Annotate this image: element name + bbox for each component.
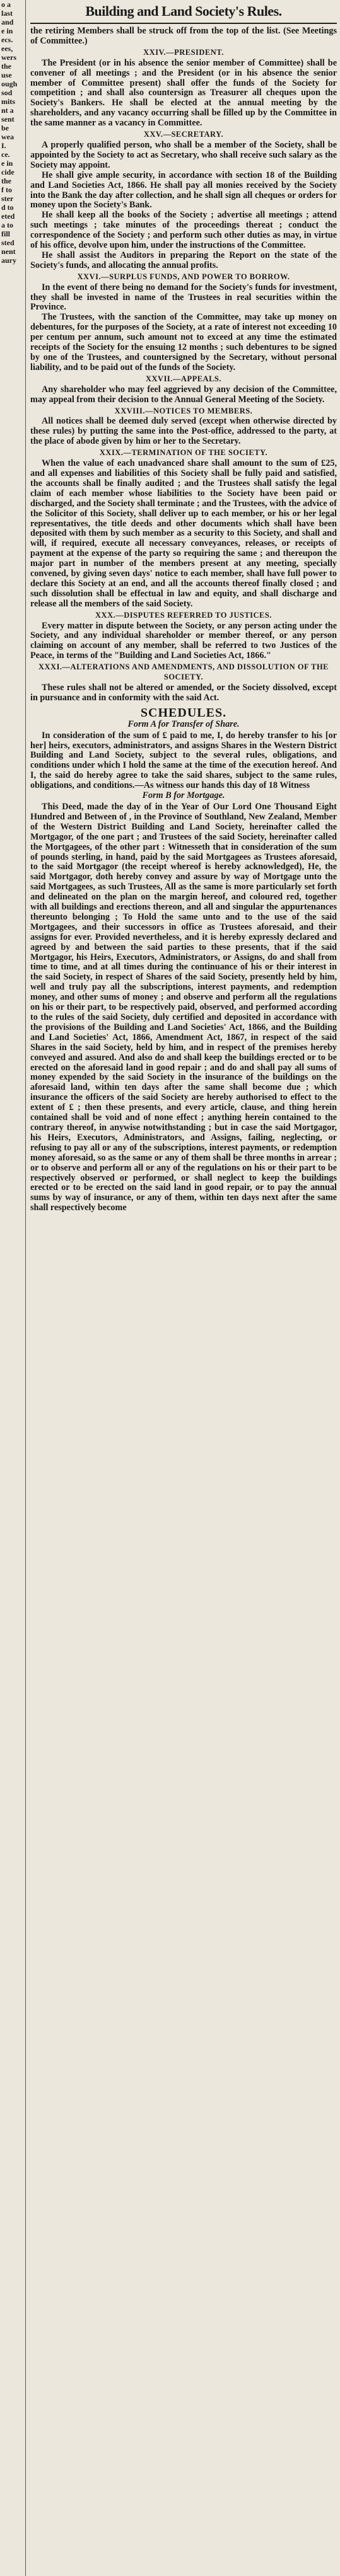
section-heading: XXX.—DISPUTES REFERRED TO JUSTICES. xyxy=(95,610,272,620)
rule-paragraph: the retiring Members shall be struck off from the top of the list. (See Meetings of Committee.) xyxy=(30,26,337,46)
fragment-line: ough xyxy=(1,79,18,88)
fragment-line: nent xyxy=(1,247,16,256)
fragment-line: o a xyxy=(1,0,11,9)
section-heading: XXVII.—APPEALS. xyxy=(145,374,221,383)
fragment-line: the xyxy=(1,62,11,71)
adjacent-column-fragments xyxy=(0,0,26,2576)
fragment-line: nt a xyxy=(1,106,14,115)
fragment-line: be xyxy=(1,124,9,132)
fragment-line: ce. xyxy=(1,150,10,159)
fragment-line: the xyxy=(1,176,11,185)
fragment-line: sted xyxy=(1,238,15,247)
rule-paragraph: All notices shall be deemed duly served (except when otherwise directed by these rules) by putting the same into the Post-office, addressed to the party, at the place of abode given by him or her to the Secretary. xyxy=(30,416,337,447)
fragment-line: cide xyxy=(1,168,15,176)
section-heading: XXXI.—ALTERATIONS AND AMENDMENTS, AND DISSOLUTION OF THE SOCIETY. xyxy=(38,662,329,682)
page-title: Building and Land Society's Rules. xyxy=(30,0,337,24)
rules-column xyxy=(30,0,337,2576)
fragment-line: wers xyxy=(1,53,16,62)
fragment-line: I. xyxy=(1,141,6,150)
fragment-line: d to xyxy=(1,203,14,212)
fragment-line: sent xyxy=(1,115,15,124)
fragment-line: and xyxy=(1,18,14,26)
rules-body xyxy=(30,24,337,1213)
rule-paragraph: He shall keep all the books of the Society ; advertise all meetings ; attend such meetings ; take minutes of the proceedings thereat ; conduct the correspondence of the Society ; and perform such other duties as may, in virtue of his office, devolve upon him, under the instructions of the Committee. xyxy=(30,210,337,251)
fragment-line: ees, xyxy=(1,44,13,53)
rule-paragraph: Every matter in dispute between the Society, or any person acting under the Society, and any individual shareholder or member thereof, or any person claiming on account of any member, shall be referred to two Justices of the Peace, in terms of the "Building and Land Societies Act, 1866." xyxy=(30,620,337,661)
fragment-line: mits xyxy=(1,97,15,106)
schedules-heading: SCHEDULES. xyxy=(140,705,227,720)
fragment-line: a to xyxy=(1,221,13,229)
fragment-line: wea xyxy=(1,132,14,141)
rule-paragraph: In consideration of the sum of £ paid to me, I, do hereby transfer to his [or her] heirs, executors, administrators, and assigns Shares in the Western District Building and Land Society, subject to the several rules, obligations, and conditions under which I hold the same at the time of the execution hereof. And I, the said do hereby agree to take the said shares, subject to the same rules, obligations, and conditions.—As witness our hands this day of 18 Witness xyxy=(30,730,337,791)
section-heading: XXV.—SECRETARY. xyxy=(143,130,224,139)
rule-paragraph: He shall assist the Auditors in preparing the Report on the state of the Society's funds, and allocating the annual profits. xyxy=(30,250,337,270)
fragment-line: e in xyxy=(1,159,13,168)
fragment-line: last xyxy=(1,9,13,18)
fragment-line: fill xyxy=(1,229,10,238)
rule-paragraph: This Deed, made the day of in the Year of Our Lord One Thousand Eight Hundred and Between of , in the Province of Southland, New Zealand, Member of the Western District Building and Land Society, hereinafter called the Mortgagor, of the one part ; and Trustees of the said Society, hereinafter called the Mortgagees, of the other part : Witnesseth that in consideration of the sum of pounds sterling, in hand, paid by the said Mortgagees as Trustees aforesaid, to the said Mortgagor (the receipt whereof is hereby acknowledged), He, the said Mortgagor, doth hereby convey and assure by way of Mortgage unto the said Mortgagees, as such Trustees, All as the same is more particularly set forth and delineated on the plan on the margin hereof, and coloured red, together with all buildings and erections thereon, and all and singular the appurtenances thereunto belonging ; To Hold the same unto and to the use of the said Mortgagees, and their successors in office as Trustees aforesaid, and their assigns for ever. Provided nevertheless, and it is hereby expressly declared and agreed by and between the said parties to these presents, that if the said Mortgagor, his Heirs, Executors, Administrators, or Assigns, do and shall from time to time, and at all times during the continuance of his or their interest in the said Society, in respect of Shares of the said Society, presently held by him, well and truly pay all the subscriptions, interest payments, and redemption money, and other sums of money ; and observe and perform all the regulations on his or their part, to be respectively paid, observed, and performed according to the rules of the said Society, duly certified and deposited in accordance with the provisions of the Building and Land Societies' Act, 1866, and the Building and Land Societies' Act, 1866, Amendment Act, 1867, in respect of the said Shares in the said Society, held by him, and in respect of the premises hereby conveyed and assured. And also do and shall keep the buildings erected or to be erected on the aforesaid land in good repair ; and do and shall pay all sums of money expended by the said Society in the insurance of the buildings on the aforesaid land, within ten days after the same shall become due ; which insurance the officers of the said Society are hereby authorised to effect to the extent of £ ; then these presents, and every article, clause, and thing herein contained shall be void and of none effect ; anything herein contained to the contrary thereof, in anywise notwithstanding ; but in case the said Mortgagor, his Heirs, Executors, Administrators, and Assigns, failing, neglecting, or refusing to pay all or any of the subscriptions, interest payments, or redemption money aforesaid, so as the same or any of them shall be three months in arrear ; or to observe and perform all or any of the regulations on his or their part to be respectively observed or performed, or shall neglect to keep the buildings erected or to be erected on the said land in good repair, or to pay the annual sums by way of insurance, or any of them, within ten days next after the same shall respectively become xyxy=(30,801,337,1213)
fragment-line: ecs. xyxy=(1,35,13,44)
rule-paragraph: The President (or in his absence the senior member of Committee) shall be convener of all meetings ; and the President (or in his absence the senior member of Committee present) shall offer the funds of the Society for competition ; and shall also countersign as Treasurer all cheques upon the Society's Bankers. He shall be elected at the annual meeting by the shareholders, and any vacancy occurring shall be filled up by the Committee in the same manner as a vacancy in Committee. xyxy=(30,57,337,129)
fragment-line: sod xyxy=(1,88,13,97)
rule-paragraph: He shall give ample security, in accordance with section 18 of the Building and Land Societies Act, 1866. He shall pay all monies received by the Society into the Bank the day after collection, and he shall sign all cheques or orders for money upon the Society's Bank. xyxy=(30,170,337,211)
section-heading: XXIV.—PRESIDENT. xyxy=(143,47,224,57)
fragment-line: e in xyxy=(1,26,13,35)
fragment-line: f to xyxy=(1,185,12,194)
rule-paragraph: These rules shall not be altered or amended, or the Society dissolved, except in pursuance and in conformity with the said Act. xyxy=(30,683,337,703)
fragment-line: ster xyxy=(1,194,14,203)
rule-paragraph: Any shareholder who may feel aggrieved by any decision of the Committee, may appeal from their decision to the Annual General Meeting of the Society. xyxy=(30,384,337,405)
form-heading: Form B for Mortgage. xyxy=(142,790,225,801)
form-heading: Form A for Transfer of Share. xyxy=(127,719,240,729)
fragment-line: aury xyxy=(1,256,16,265)
section-heading: XXVI.—SURPLUS FUNDS, AND POWER TO BORROW. xyxy=(77,272,290,281)
rule-paragraph: The Trustees, with the sanction of the Committee, may take up money on debentures, for the purposes of the Society, at a rate of interest not exceeding 10 per centum per annum, such amount not to exceed at any time the estimated receipts of the Society for the ensuing 12 months ; such debentures to be signed by one of the Trustees, and countersigned by the Secretary, without personal liability, and to be paid out of the funds of the Society. xyxy=(30,312,337,373)
fragment-line: eted xyxy=(1,212,15,221)
section-heading: XXVIII.—NOTICES TO MEMBERS. xyxy=(114,406,253,415)
section-heading: XXIX.—TERMINATION OF THE SOCIETY. xyxy=(99,448,268,458)
rule-paragraph: A properly qualified person, who shall be a member of the Society, shall be appointed by the Society to act as Secretary, who shall receive such salary as the Society may appoint. xyxy=(30,139,337,170)
fragment-line: use xyxy=(1,71,12,79)
rule-paragraph: When the value of each unadvanced share shall amount to the sum of £25, and all expenses and liabilities of this Society shall be fully paid and satisfied, the accounts shall be finally audited ; and the Trustees shall satisfy the legal claim of each member whose liabilities to the Society have been paid or discharged, and the Society shall terminate ; and the Trustees, with the advice of the Solicitor of this Society, shall deliver up to each member, or his or her legal representatives, the title deeds and other documents which shall have been deposited with them by such member as a security to this Society, and shall and will, if required, execute all necessary conveyances, releases, or receipts of payment at the expense of the party so requiring the same ; and thereupon the major part in number of the members present at any meeting, specially convened, by giving seven days' notice to each member, shall have full power to declare this Society at an end, and all the accounts thereof finally closed ; and such dissolution shall be effectual in law and equity, and shall discharge and release all the members of the said Society. xyxy=(30,458,337,609)
rule-paragraph: In the event of there being no demand for the Society's funds for investment, they shall be invested in name of the Trustees in real securities within the Province. xyxy=(30,282,337,313)
